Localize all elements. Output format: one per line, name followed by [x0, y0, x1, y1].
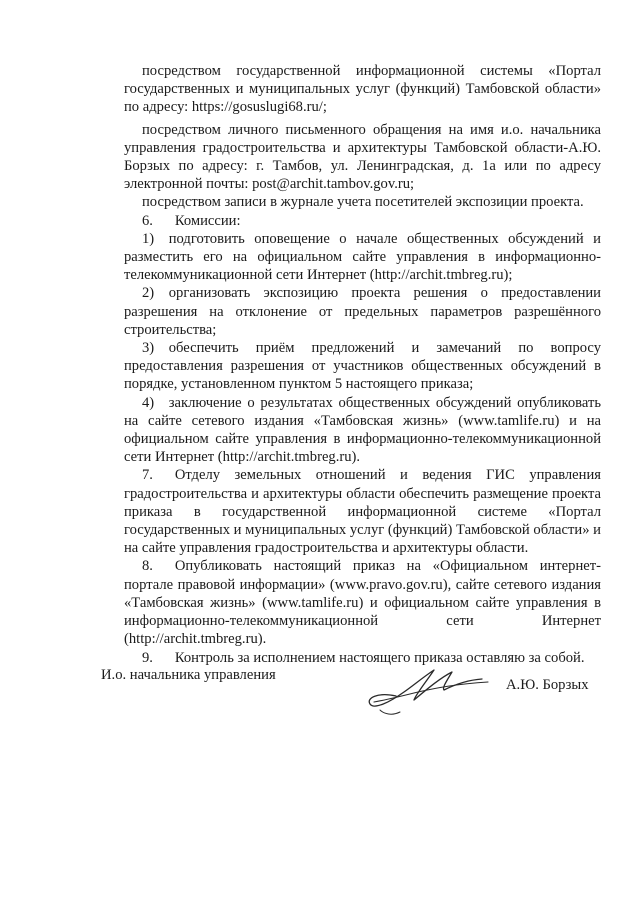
subitem-2-exposition: 2) организовать экспозицию проекта решения о предоставлении разрешения на отклонение от предельных параметров разрешённого строительства; [124, 285, 601, 338]
document-body [124, 62, 601, 667]
signatory-position: И.о. начальника управления [101, 667, 276, 683]
paragraph-gosuslugi: посредством государственной информационной системы «Портал государственных и муниципальных услуг (функций) Тамбовской области» по адресу: https://gosuslugi68.ru/; [124, 63, 601, 116]
subitem-3-proposals: 3) обеспечить приём предложений и замечаний по вопросу предоставления разрешения от участников общественных обсуждений в порядке, установленном пунктом 5 настоящего приказа; [124, 340, 601, 393]
signatory-name: А.Ю. Борзых [506, 677, 589, 693]
item-7-gis-department: 7. Отделу земельных отношений и ведения ГИС управления градостроительства и архитектуры области обеспечить размещение проекта приказа в государственной информационной системе «Портал государственных и муниципальных услуг (функций) Тамбовской области» и на сайте управления градостроительства и архитектуры области. [124, 467, 601, 557]
item-6-commission: 6. Комиссии: [142, 212, 241, 229]
paragraph-visitor-log: посредством записи в журнале учета посетителей экспозиции проекта. [142, 194, 584, 211]
subitem-1-notice: 1) подготовить оповещение о начале общественных обсуждений и разместить его на официальном сайте управления в информационно-телекоммуникационной сети Интернет (http://archit.tmbreg.ru); [124, 230, 601, 284]
paragraph-personal-appeal: посредством личного письменного обращения на имя и.о. начальника управления градостроительства и архитектуры Тамбовской области-А.Ю. Борзых по адресу: г. Тамбов, ул. Ленинградская, д. 1а или по адресу электронной почты: post@archit.tambov.gov.ru; [124, 121, 601, 193]
subitem-4-conclusion: 4) заключение о результатах общественных обсуждений опубликовать на сайте сетевого издания «Тамбовская жизнь» (www.tamlife.ru) и на официальном сайте управления в информационно-телекоммуникационной сети Интернет (http://archit.tmbreg.ru). [124, 394, 601, 466]
item-9-control: 9. Контроль за исполнением настоящего приказа оставляю за собой. [142, 649, 585, 666]
item-8-publication: 8. Опубликовать настоящий приказ на «Официальном интернет-портале правовой информации» (www.pravo.gov.ru), сайте сетевого издания «Тамбовская жизнь» (www.tamlife.ru) и официальном сайте управления в информационно-телекоммуникационной сети Интернет (http://archit.tmbreg.ru). [124, 558, 601, 648]
handwritten-signature [356, 652, 506, 722]
